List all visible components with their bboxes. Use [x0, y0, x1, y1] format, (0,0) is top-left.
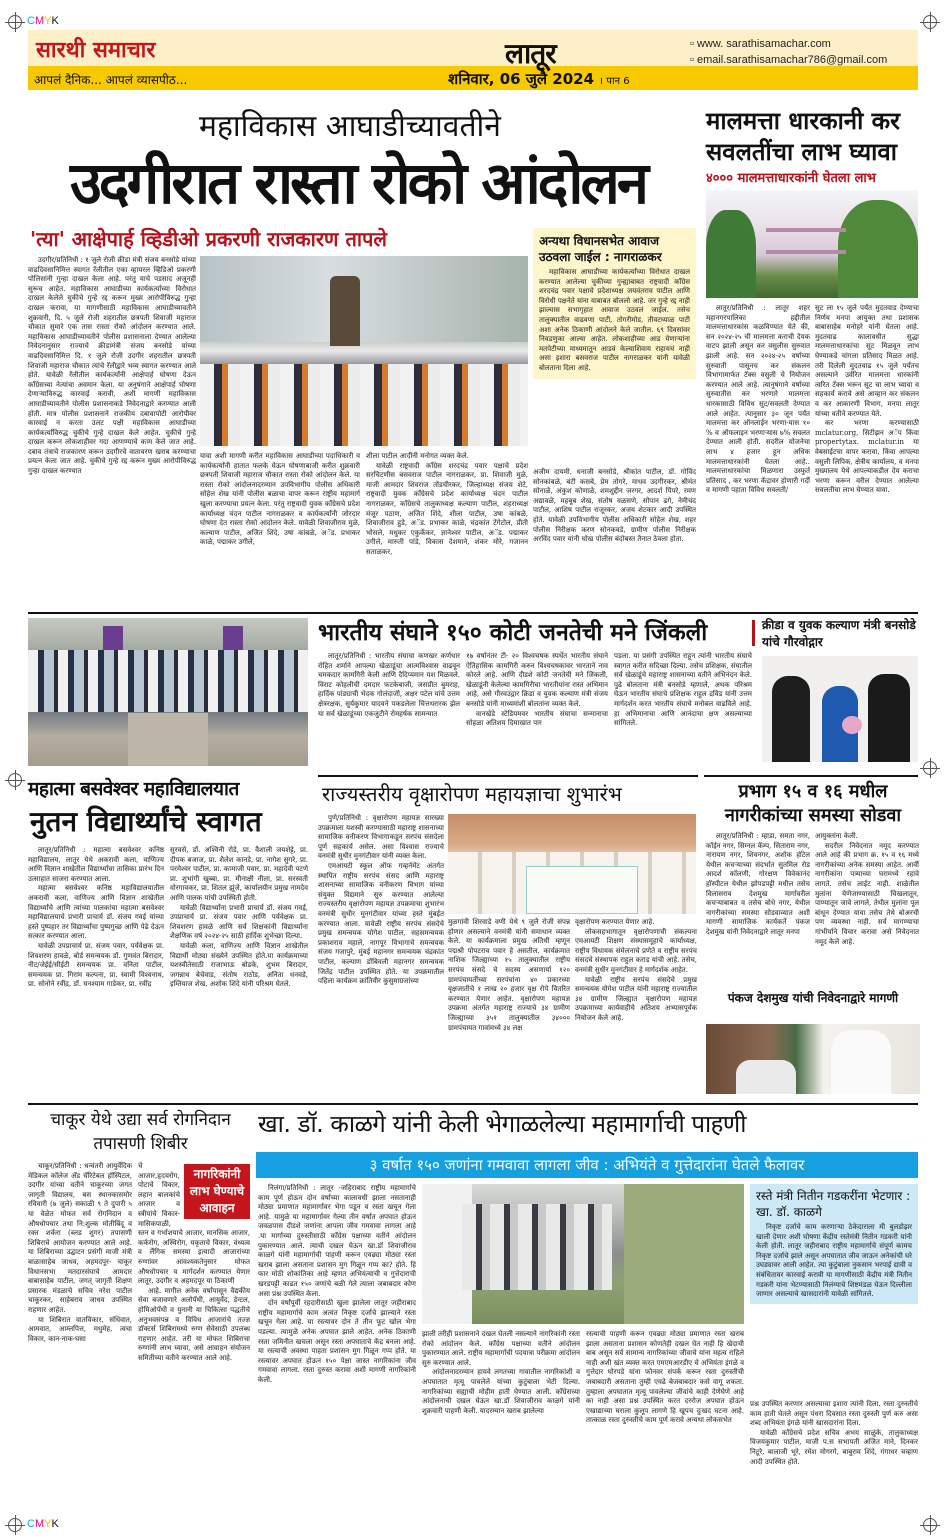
- ward-headline: प्रभाग १५ व १६ मधील नागरीकांच्या समस्या सोडवा: [724, 781, 902, 826]
- tree-headline: राज्यस्तरीय वृक्षारोपण महायज्ञाचा शुभारंभ: [322, 782, 622, 806]
- ward-column-1: लातूर/प्रतिनिधी : म्हाडा, समता नगर, कॉईन नगर, सिग्नल कॅम्प, सिताराम नगर, नारायण नगर, शिवनगर, अशोक हॉटेल येथील कचऱ्याच्या संदर्भात सुतमिल रोड आदर्श कॉलणी, गोरक्षण विवेकानंद हॉस्पीटल येथील झोपडपट्टी मधील तसेच विलासराव देशमुख मार्गावरील कचऱ्याबाबत व तसेच बोधे नगर, येथील नागरीकांच्या समस्या सोडवाव्यात अशी मागणी सामाजिक कार्यकर्ते पंकज देशमुख यांनी निवेदनाद्वारे लातूर मनपा: [706, 832, 810, 936]
- contact-info: [690, 36, 887, 68]
- cricket-column-3: पडला. या प्रसंगी उपस्थित राहून त्यांनी भारतीय संघाचे स्वागत करीत सदिच्छा दिल्या. तसेच प्रशिक्षक, संघातील सर्व खेळाडूंचे महाराष्ट्र शासनाच्या वतीने अभिनंदन केले. पुढे बोलताना मंत्री बनसोडे म्हणाले, अथक परिश्रम घेऊन भारतीय संघाचे प्रशिक्षक राहुल द्रविड यांनी उत्तम मार्गदर्शन करत भारतीय संघाचे मनोबल वाढविले आहे. हा अभिमानाचा आणि आनंदाचा क्षण असल्याच्या सांगितले.: [614, 652, 752, 728]
- cricket-col2b: वानखेडे स्टेडियमवर भारतीय संघाचा सन्मानाचा सोहळा अतिशय दिमाखात पार: [466, 709, 608, 728]
- sidebox-title: अन्यथा विधानसभेत आवाज उठवला जाईल : नागराळकर: [539, 234, 662, 264]
- ward-column-2: आयुक्तांना केली. सदरील निवेदनात नमूद करण्यात आले आहे की प्रभाग क्र. १५ व १६ मध्ये नागरीकांच्या अनेक समस्या आहेत. आर्वी नागरीकांना पत्र्याच्या घरामध्ये रहावे लागते. तसेच लाईट नाही. शाळेतील मुलांना येणेजाण्यासाठी चिखलातून, पाण्यातून जावे लागले, तेथील मुलांना पूल बांधून देण्यात यावा तसेच तेथे बोअरची पण व्यवस्था नाही. सर्व मागण्याचा गांभीर्याने विचार करावा असे निवेदनात नमूद केले आहे.: [815, 832, 919, 946]
- highway-sidebox: रस्ते मंत्री नितीन गडकरींना भेटणार : खा. डॉ. काळगे निकृष्ट दर्जाचे काम करणाऱ्या ठेकेदाराला मी बुलडोझर खाली देणार अशी घोषणा केंद्रीय रस्तेमंत्री नितीन गडकरी यांनी केली होती. लातूर जहीराबाद राष्ट्रीय महामार्गाचे संपूर्ण कामच निकृष्ट दर्जाचे झाले असून अपघातात जीव जाऊन अनेकांची घरे उघड्यावर आली आहेत. त्या कुटुंबाला नुकसान भरपाई द्यावी व संबंधितावर कारवाई करावी या मागणीसाठी केंद्रीय मंत्री नितीन गडकरी यांना भेटण्यासाठी निलंग्याचे शिष्टमंडळ घेऊन दिल्लीला जाणार असल्याचे खासदारांनी यावेळी सांगितले.: [750, 1184, 918, 1304]
- sidebox-title: रस्ते मंत्री नितीन गडकरींना भेटणार : खा. डॉ. काळगे: [756, 1189, 911, 1219]
- registration-mark-icon: [8, 773, 22, 787]
- highway-banner: ३ वर्षात १५० जणांना गमवावा लागला जीव : अभियंते व गुत्तेदारांना घेतले फैलावर: [256, 1152, 918, 1178]
- property-headline: मालमत्ता धारकानी कर सवलतींचा लाभ घ्यावा: [706, 107, 900, 166]
- tree-launch-photo: [448, 814, 696, 914]
- lead-column-3: शीला पाटील आदींनी मनोगत व्यक्त केले. यावेळी राष्ट्रवादी काँग्रेस शरदचंद्र पवार पक्षाचे प्रदेश सरचिटणीस बसवराज पाटील नागराळकर, प्रा. शिवाजी मुळे, माजी आमदार शिवराज तोंडचीरकर, जिल्हाध्यक्ष संजय शेटे, राष्ट्रवादी युवक काँग्रेसचे प्रदेश कार्याध्यक्ष चंदन पाटील नागराळकर, काँग्रेसचे तालुकाध्यक्ष कल्याण पाटील, शहराध्यक्ष मंजूर पठाण, अजित शिंदे, शीला पाटील, उषा कांबळे, शिवाजीराव हुडे, अॅड. प्रभाकर काळे, चंद्रकांत टेंगेटोल, प्रीती भोसले, मधुकर एकुर्केकर, ज्ञानेश्वर पाटील, अॅड. पद्माकर उगीले, मारुती पांडे, विकास देशमाने, शंकर मोरे, गजानन सताळकर,: [366, 452, 528, 556]
- cmyk-mark: CMYK: [27, 15, 59, 27]
- ward-memorandum-photo: [706, 1024, 920, 1094]
- highway-headline: खा. डॉ. काळगे यांनी केली भेगाळलेल्या महामार्गाची पाहणी: [258, 1110, 746, 1138]
- minister-rohit-photo: [762, 656, 918, 762]
- college-column-1: लातूर/प्रतिनिधी : महात्मा बसवेश्वर कनिष्ठ महाविद्यालय, लातूर येथे अकरावी कला, वाणिज्य आणि विज्ञान शाखेतील विद्यार्थ्यांचा तासिका प्रारंभ दिन उत्साहात साजरा करण्यात आला. महात्मा बसवेश्वर कनिष्ठ महाविद्यालयातील अकरावी कला, वाणिज्य आणि विज्ञान शाखेतील विद्यार्थ्यांचे आणि त्यांच्या पालकांचा महात्मा बसवेश्वर महाविद्यालयाचे प्रभारी प्राचार्य डॉ. संजय गवई यांच्या हस्ते पुष्पहार तर विद्यार्थ्यांचा पुष्पगुच्छ आणि पेढे देऊन सत्कार करण्यात आला. यावेळी उपप्राचार्य प्रा. संजय पवार, पर्यवेक्षक प्रा. शिवशरण हावळे, बोर्ड समन्वयक डॉ. गुणवंत बिरादार, नीट/जेईई/सीईटी समन्वयक प्रा. वनिता पाटील, समन्वयक प्रा. गिराम कल्पना, प्रा. स्वामी विश्वनाथ, प्रा. सोनोने रवींद्र, डॉ. घनश्याम गाडेकर, प्रा. रवींद्र: [28, 846, 164, 989]
- college-headline-2: नुतन विद्यार्थ्यांचे स्वागत: [30, 805, 262, 838]
- registration-mark-icon: [923, 15, 937, 29]
- cmyk-mark: CMYK: [27, 1518, 59, 1530]
- edition-city: लातूर: [505, 37, 556, 70]
- registration-mark-icon: [923, 1518, 937, 1532]
- college-column-2: सुरवसे, डॉ. अश्विनी रोडे, प्रा. वैशाली जयशेट्टे, प्रा. दीपक बजाज, प्रा. शैलेश कानडे, प्रा. नागेश सुगरे, प्रा. परमेश्वर पाटील, प्रा. कामाजी पवार, प्रा. महादेवी पटणे प्रा. शुभांगी खुब्बा, प्रा. मीनाक्षी नीला, प्रा. सरस्वती वोरगावकर, प्रा. शितल झुंजे, कार्यालयीन प्रमुख नामदेव आणि पालक यांची उपस्थिती होती. यावेळी विद्यार्थ्यांना प्रभारी प्राचार्य डॉ. संजय गवई, उपप्राचार्य प्रा. संजय पवार आणि पर्यवेक्षक प्रा. शिवशरण हावळे आणि सर्व शिक्षकांनी विद्यार्थ्यांना शैक्षणिक वर्ष २०२४-२५ साठी हार्दिक शुभेच्छा दिल्या. यावेळी कला, वाणिज्य आणि विज्ञान शाखेतील विद्यार्थी मोठ्या संख्येने उपस्थित होते.या कार्यक्रमाच्या यशस्वीतेसाठी राजाभाऊ बोडके, शुभम बिरादार, जगन्नाथ बेचेवाड, संतोष राठोड, अनिता धनवडे, इम्तियाज शेख, अशोक शिंदे यांनी परिश्रम घेतले.: [170, 846, 308, 989]
- tree-column-1: पुणे/प्रतिनिधी : वृक्षारोपण महायज्ञ सारख्या उपक्रमाला यशस्वी करण्यासाठी महाराष्ट्र शासनाच्या सामाजिक वनीकरण विभागाकडून सरपंच संसदेला पूर्ण सहकार्य असेल. असा विश्वास राज्याचे वनमंत्री सुधीर मुनगंटीवार यांनी व्यक्त केला. एमआयटी स्कूल ऑफ गव्हर्नमेंट अंतर्गत स्थापित राष्ट्रीय सरपंच संसद आणि महाराष्ट्र शासनाच्या सामाजिक वनीकरण विभाग यांच्या संयुक्त विद्यमाने सुरु करण्यात आलेल्या राज्यस्तरीय वृक्षारोपण महायज्ञ उपक्रमाचा शुभारंभ वनमंत्री सुधीर मुनगंटीवार यांच्या हस्ते मुंबईत करण्यात आला. यावेळी राष्ट्रीय सरपंच संसदेचे प्रमुख समन्वयक योगेश पाटील, सहसमन्वयक प्रकाशराव महाले, नागपूर विभागाचे समन्वयक संजय गजापुरे, मुंबई महानगर समन्वयक चंद्रकांत पाटील, कल्याण डोंबिवली महानगर समन्वयक जितेंद्र पाटील उपस्थित होते. या उपक्रमातील पहिला कार्यक्रम क्रांतिवीर कुसुमाग्रजांच्या: [318, 814, 444, 986]
- lead-column-4: अजीम दायमी, धनाजी बनसोडे, श्रीकांत पाटील, डॉ. गोविंद सोनकांबळे, बंटी कसबे, प्रेम तोगरे, माधव उदगीरकर, श्रीमंत सोनाळे, अंकुश कोणाळे, शमशुद्दीन जरगर, आदर्श पिंपरे, रमण अद्यावळे, महबूब शेख, संतोष वळसणे, सोपान ढगे, नेमीचंद पाटील, आशिष पाटील राजूरकर, अजय शेटकार आदी उपस्थित होते. यावेळी उपविभागीय पोलीस अधिकारी सोहेल शेख, शहर पोलीस निरीक्षक करण सोनकवडे, ग्रामीण पोलीस निरीक्षक अरविंद पवार यांनी चोख पोलीस बंदोबस्त तैनात ठेवला होता.: [533, 468, 696, 544]
- tagline: आपलं दैनिक... आपलं व्यासपीठ...: [34, 73, 188, 87]
- property-column-1: लातूर/प्रतिनिधी : लातूर शहर महानगरपालिका हद्दीतील मालमत्ताधारकांस कळविण्यात येते की, सन २०२४-२५ ची मालमत्ता कराची देयक वाटप झाली असून कर वसुलीस सुरुवात झाली आहे. सन २०२४-२५ वर्षाच्या सुरुवाती पासूनच कर संकलन विभागामार्फत टॅक्स वसुली चे नियोजन करण्यात आले आहे. त्यानुषंगाने वर्षाच्या सुरुवातीस कर भरणारे मालमत्ता धारकासाठी विविध सुट/सवलती देण्यात आले आहेत. त्यानुसार ३० जून पर्यंत मालमत्ता कर ऑनलाईन भरणा-यास १० % व ऑफलाइन भरणाऱ्यास ७% सवलत देण्यात आली होती. सदरील योजनेचा लाभ ४ हजार हून अधिक मालमत्ताधारकांनी घेतला आहे.. मालमत्ताधारकांचा मिळणारा उस्फुर्त प्रतिसाद , कर भरणा केंद्रावर होणारी गर्दी व मागणी पहाता विविध सवलती/: [706, 304, 810, 495]
- lead-sidebox: अन्यथा विधानसभेत आवाज उठवला जाईल : नागराळकर महाविकास आघाडीच्या कार्यकर्त्यांच्या विरोधात दाखल करण्यात आलेल्या चुकीच्या गुन्ह्याबाबत राष्ट्रवादी काँग्रेस शरदचंद्र पवार पक्षाचे प्रदेशाध्यक्ष जयवंतराव पाटील आणि विरोधी पक्षनेते यांना याबाबत बोललो आहे. जर गुन्हे रद्द नाही झाल्यास सभागृहात आवाज उठवलं जाईल. तसेच तालुक्यातील वाढवणा पाटी, तोगरीमोड, तीवटघ्याळ पाटी अशा अनेक ठिकाणी आंदोलने केले जातील. ६९ दिवसांवर निवडणुका आल्या आहेत. लोकशाहीच्या आड येणाऱ्यांना मतपेटीच्या माध्यमातून आडवं केल्याशिवाय राहायचं नाही असा इशारा बसवराज पाटील नागराळकर यांनी यावेळी बोलताना दिला आहे.: [533, 228, 696, 379]
- camp-column-1: चाकूर/प्रतिनिधी : धन्वंतरी आयुर्वेदिक मेडिकल कॉलेज अँड चॅरिटेबल हॉस्पिटल, उदगीर यांच्या वतीने चाकूरच्या जगत जागृती विद्यालय, बस स्थानकासमोर रविवारी (७ जुले) सकाळी ९ ते दुपारी ५ या वेळेत मोफत सर्व रोगनिदान व औषधोपचार तथा नि:शुल्क मोतीबिंदू व रक्त शर्करा (ब्लड शुगर) तपासणी शिबिराचे आयोजन करण्यात आले आहे. या शिबिराच्या उद्घाटन प्रसंगी माजी मंत्री बाळासाहेब जाधव, अहमदपूर- चाकूर विधानसभा मतदारसंघाचे आमदार बाबासाहेब पाटील, जगत् जागृती शिक्षण प्रसारक मंडळाचे सचिव नरेश पाटील चाकूरकर, साहेबराव जाधव उपस्थित राहणार आहेत. या शिबिरात वातविकार, संधिवात, आमवात, आम्लपित्त, मधुमेह, त्वचा विकार, कान-नाक-घसा: [28, 1162, 132, 1343]
- lead-kicker: महाविकास आघाडीच्यावतीने: [199, 109, 501, 144]
- camp-headline: चाकूर येथे उद्या सर्व रोगनिदान तपासणी शिबीर: [50, 1110, 231, 1154]
- highway-inspection-photo: [422, 1184, 744, 1324]
- accent-bar: [752, 620, 755, 646]
- camp-callout-box: नागरिकांनी लाभ घेण्याचे आवाहन: [184, 1164, 250, 1219]
- cricket-side-headline: क्रीडा व युवक कल्याण मंत्री बनसोडे यांचे गौरवोद्गार: [762, 618, 916, 649]
- newspaper-logo: सारथी समाचार: [36, 38, 156, 63]
- email-link[interactable]: ▫ email.sarathisamachar786@gmail.com: [690, 54, 887, 66]
- highway-column-1: निलंगा/प्रतिनिधी : लातूर -जहिराबाद राष्ट्रीय महामार्गाचे काम पूर्ण होऊन दोन वर्षाच्या कालावधी झाला नसतानाही मोठ्या प्रमाणात महामार्गावर भेगा पडून व रस्ता खचून गेला आहे. यामुळे या महामार्गावर गेल्या तीन वर्षात अपघात होऊन जवळपास दीडशे जणांना आपला जीव गमवावा लागला आहे .या मार्गाच्या दुरुस्तीसाठी कॉंग्रेस पक्षाच्या वतीने आंदोलन पुकारण्यात आले. त्याची दखल घेऊन खा.डॉ शिवाजीराव काळगे यांनी महामार्गाची पाहणी करून एवढ्या मोठ्या रस्ता खराब झाला असताना प्रशासन मुग गिळून गप्प का? होते. हि फार मोठी शोकांतिका आहे म्हणत अभियंत्याची व गुत्तेदाराची खरडपट्टी काढत १५० जणांचे बळी गेले त्याला जबाबदार कोण असा प्रश्न उपस्थित केला. दोन वर्षांपूर्वी रहदारीसाठी खुला झालेला लातूर जहीराबाद राष्ट्रीय महामार्गाचे काम अत्यंत निकृष्ट दर्जाचे झाल्याने रस्ता खचून गेला आहे. या रस्त्यावर दोन ते तीन फूट खोल भेगा पडल्या. त्यामुळे अनेक अपघात झाले आहेत. अनेक ठिकाणी रस्ता जमिनीत खचला असून रस्ता अपघाताचे केंद्र बनला आहे. या रस्त्याची अवस्था पाहता प्रशासन मुग गिळून गप्प होते. या रस्त्यावर अपघात होऊन १५० पेक्षा जास्त नागरिकांना जीव गमवावा लागला. रस्ता दुरुस्त करावा अशी मागणी नागरिकांनी केली.: [258, 1184, 416, 1384]
- camp-column-2: नागरिकांनी लाभ घेण्याचे आवाहन चे आजार,हृदयरोग, पोटाचे विकार, लहान बालकांचे आजार व स्त्रीयांचे विकार- मासिकपाळी, स्तन व गर्भाशयाचे आजार, मानसिक आजार, कर्करोग, अस्थिरोग, यकृताचे विकार, वंध्यत्व व लैंगिक समस्या इत्यादी आजारांच्या रुग्णांवर आवश्यकतेनुसार मोफत औषधोपचार व मार्गदर्शन करण्यात येणार लातूर, उदगीर व अहमदपूर या ठिकाणी आहे. मागील अनेक वर्षांपासून वैद्यकीय सेवा बजावणारे अलोपॅथी, आयुर्वेद, डेन्टल, होमिओपॅथी व युनानी या चिकित्सा पद्धतीचे अनुभवसंपन्न व विविध आजारांचे तज्ज्ञ डॉक्टर्स शिबिरामध्ये रुग्ण सेवेसाठी उपलब्ध राहणार आहेत. तरी या मोफत शिबिराचा रुग्णांनी लाभ घ्यावा, असे आवाहन संयोजन समितीच्या वतीने करण्यात आले आहे.: [138, 1162, 250, 1362]
- cricket-column-1: लातूर/प्रतिनिधी : भारतीय संघाचा कणखर कर्णधार रोहित शर्माने आपल्या खेळाडूंचा आत्मविश्वास वाढवून चमकदार कामगिरी केली आणि दैदिप्यमान यश मिळवले. विराट कोहलीची दमदार फटकेबाजी, जसप्रीत बुमराह, हार्दिक पांड्याची भेदक गोलंदाजी, अक्षर पटेल यांचे उत्तम क्षेत्ररक्षक, सुर्यकुमार यादवने पकडलेला चित्तथरारक झेल या सर्व खेळाडूंच्या एकजुटीने रोमहर्षक सामन्यात: [318, 652, 460, 718]
- lead-subhead: 'त्या' आक्षेपार्ह व्हिडीओ प्रकरणी राजकारण तापले: [30, 227, 387, 251]
- cricket-headline: भारतीय संघाने १५० कोटी जनतेची मने जिंकली: [318, 620, 708, 646]
- dateline: शनिवार, 06 जुलै 2024 । पान 6: [448, 70, 630, 88]
- registration-mark-icon: [8, 1518, 22, 1532]
- cricket-column-2: १७ वर्षानंतर टी- २० विश्वचषक स्पर्धेत भारतीय संघाने ऐतिहासिक कामगिरी करुन विश्वचषकावर भारताने नाव कोरले आहे. आणि दीडशे कोटी जनतेची मने जिंकली, खेळाडूंनी केलेल्या कामगिरीचा भारतीयांना रास्त अभिमान आहे, असे गौरवउद्गार क्रिडा व युवक कल्याण मंत्री संजय बनसोडे यांनी माध्यमांशी बोलतांना व्यक्त केले. वानखेडे स्टेडियमवर भारतीय संघाचा सन्मानाचा सोहळा अतिशय दिमाखात पार: [466, 652, 608, 728]
- college-welcome-photo: [28, 618, 308, 766]
- registration-mark-icon: [923, 761, 937, 775]
- highway-column-4: प्रश्न उपस्थित करणार असल्याचा इशारा त्यांनी दिला. रस्ता दुरुस्तीचे काम हाती घेतले असून पंधरा दिवसात रस्ता दुरुस्ती पुर्ण करु असा शब्द अभियंता इंगळे यांनी खासदारांना दिला. यावेळी काँग्रेसचे प्रदेश सचिव अभय साळुंके, तालुकाध्यक्ष विजयकुमार पाटील, माजी प.स सभापती अजित माने, दिनकर निटूरे, बालाजी भूरे, रमेश मोगरगे, बाबुराव शिंदे, गंगाधर चव्हाण आदी उपस्थित होते.: [750, 1400, 918, 1466]
- college-headline-1: महात्मा बसवेश्वर महाविद्यालयात: [28, 778, 239, 800]
- lead-column-2: यावा अशी मागणी करीत महाविकास आघाडीच्या पदाधिकारी व कार्यकर्त्यांनी हातात फलके घेऊन घोषणाबाजी करीत शुक्रवारी छत्रपती शिवाजी महाराज चौकात रास्ता रोको आंदोलन केले. या रास्ता रोको आंदोलनादरम्यान उपविभागीय पोलीस अधिकारी सोहेल शेख यांनी पोलीस बळाचा वापर करून राष्ट्रीय महामार्ग खुला करण्याचा प्रयत्न केला. परंतु राष्ट्रवादी युवक काँग्रेसचे प्रदेश कार्याध्यक्ष चंदन पाटील नागराळकर व कार्यकर्त्यांनी जोरदार घोषणा देत रास्ता रोको आंदोलन केले. यावेळी शिवाजीराव मुळे, कल्याण पाटील, अजित शिंदे, उषा कांबळे, अॅड. प्रभाकर काळे, पद्माकर उगीले,: [200, 452, 360, 547]
- section-divider: [28, 1103, 918, 1105]
- property-subhead: ४००० मालमत्ताधारकांनी घेतला लाभ: [706, 171, 876, 186]
- tree-column-2: मुळगांवी शिरवाडे वणी येथे ९ जुलै रोजी संपन्न होणार असल्याने वनमंत्री यांनी समाधान व्यक्त केले. या कार्यक्रमाला प्रमुख अतिथी म्हणून पद्मश्री पोपटराव पवार हे असतील. कार्यक्रमात नाशिक जिल्ह्याच्या १५ तालुक्यातील राष्ट्रीय सरपंच संसदे चे सदस्य असणार्या १२० ग्रामपंचायतींच्या सरपंचांना ४० प्रकारच्या वृक्षजातीचे १ लाख २० हजार वृक्ष रोपे वितरित करण्यात येणार आहेत. वृक्षारोपण महायज्ञ उपक्रमा अंतर्गत महाराष्ट्र राज्याचे ३४ ग्रामीण जिल्ह्याच्या ३५१ तालुक्यातील ३४००० ग्रामपंचायत गावांमध्ये ३४ लक्ष: [448, 918, 570, 1032]
- ward-photo-caption: पंकज देशमुख यांची निवेदनाद्वारे मागणी: [706, 990, 920, 1006]
- section-divider: [318, 775, 698, 777]
- highway-column-2: झाली तरीही प्रशासनाने दखल घेतली नसल्याने नागरिकांनी रस्ता रोको आंदोलन केले. काँग्रेस पक्षाच्या वतीने आंदोलन पुकारण्यात आले. राष्ट्रीय महामार्गाची पदयात्रा परीक्रमा आंदोलन सुरु करण्यात आले. आंदोलनादरम्यान हायवे लगतच्या गावातील नागरिकांशी व अपघातात मृत्यू पावलेले यांच्या कुटुंबाला भेटी दिल्या. नागरिकांच्या सह्याची मोहीम हाती घेण्यात आली. काँग्रेसच्या आंदोलनाची दखल घेऊन खा.डॉ शिवाजीराव काळगे यांनी शुक्रवारी पाहणी केली. यादरम्यान खराब झालेल्या: [422, 1330, 580, 1415]
- property-column-2: सुट ला १५ जुले पर्यंत मुदतवाड देण्याचा निर्णय मनपा आयुक्त तथा प्रशासक बाबासाहेब मनोहरे यांनी घेतला आहे. मुदतवाढ कालावधीत सुद्धा मालमत्ताधारकांचा सूट मिळवून लाभ घेण्याकडे चांगला प्रतिसाद मिळत आहे. तरी दिलेली मुदतवाढ १५ जुले पर्यंतच असल्याने उर्वरित मालमत्ता धारकांनी त्वरित टॅक्स भरून सूट चा लाभ घ्यावा व सहकार्य करावे असे आव्हान कर संकलन व कर आकारणी विभाग, मनपा लातूर यांच्या वतीने करण्यात येते. कर भरणा करण्यासाठी mclatur.org, सिटीझन अॅप किंवा propertytax. mclatur.in या वेबसाईटचा वापर करावा. किंवा आपल्या वसुली लिपिक, क्षेत्रीय कार्यालय, व मनपा मुख्यालय येथे आपल्याकडील देय कराचा भरणा करून वरील देण्यात आलेल्या सवलतीचा लाभ घेण्यात यावा.: [815, 304, 919, 495]
- section-divider: [704, 775, 918, 777]
- lead-column-1: उदगीर/प्रतिनिधी : १ जुले रोजी क्रीडा मंत्री संजय बनसोडे यांच्या वाढदिवसानिमित्त स्वागत रॅलीतील एका व्हायरल व्हिडिओ प्रकरणी पोलिसांनी गुन्हा दाखल केला आहे. परंतु याचे पडसाद अजूनही सुरूच आहेत. महाविकास आघाडीच्या कार्यकर्त्यांच्या विरोधात दाखल केलेले चुकीचे गुन्हे रद्द करून मुख्य आरोपीविरुद्ध गुन्हा दाखल करावा, या मागणीसाठी महाविकास आघाडीच्यावतीने शुक्रवारी, दि. ५ जुले रोजी शहरातील छत्रपती शिवाजी महाराज चौकात सुमारे एक तास रास्ता रोको आंदोलन करण्यात आले. महाविकास आघाडीच्यावतीने पोलीस प्रशासनाला देण्यात आलेल्या निवेदनानुसार राज्याचे क्रीडामंत्री संजय बनसोडे यांच्या वाढदिवसानिमित्त दि. १ जुले रोजी उदगीर शहरातील छत्रपती शिवाजी महाराज चौकात त्यांचे रॅलीद्वारे भव्य स्वागत करण्यात आले होते. यावेळी रॅलीतील कार्यकर्त्यांनी आक्षेपार्ह घोषणा देऊन काँग्रेसच्या नेत्यांचा अवमान केला. या अनुषंगाने आक्षेपार्ह घोषणा देणाऱ्याविरुद्ध कारवाई करावी, अशी मागणी महाविकास आघाडीच्यावतीने पोलीस प्रशासनाकडे निवेदनाद्वारे करण्यात आली होती. मात्र पोलीस प्रशासनाने राजकीय दबावापोटी आरोपीवर कारवाई न करता उलट पक्षी महाविकास आघाडीच्या कार्यकर्त्यांविरुद्ध चुकीचे गुन्हे दाखल केले आहेत. चुकीचे गुन्हे दाखल करून लोकशाहीवर गदा आणण्याचे काम केले जात आहे. दबाव तंत्राचे राजकारण करून उदगीरचे वातावरण खराब करण्याचा प्रयत्न केला जात आहे. चुकीचे गुन्हे रद्द करून मुख्य आरोपीविरुद्ध गुन्हा दाखल करण्यात: [28, 256, 196, 476]
- registration-mark-icon: [8, 15, 22, 29]
- highway-column-3: रस्त्याची पाहणी करून एवढ्या मोठ्या प्रमाणात रस्ता खराब झाला असताना प्रशासन कोणतेही दखल घेत नाही हि खेदाची बाब असून सर्व सामान्य नागरिकांच्या जीवाचे यांना महत्व राहिले नाही अशी खंत व्यक्त करत एमएमआरडीए चे अभियंता इंगळे व गुत्तेदार घोरपडे यांना फोनवर संपर्क करून रस्ता दुरुस्तीची जबाबदारी असताना तुम्ही एवढे बेजबाबदार कसे वागू शकता. तुम्हाला अपघातात मृत्यू पावलेल्या जीवांचे काही देणेघेणे आहे का नाही असा प्रश्न उपस्थित करत दररोज अपघात होऊन एखाद्याच्या घराला कुलूप लागणे हि खूपच दुःखद घटना आहे. तात्काळ रस्ता दुरुस्तीचे काम पूर्ण करावे अन्यथा लोकसभेत: [586, 1330, 744, 1425]
- website-link[interactable]: ▫ www. sarathisamachar.com: [690, 38, 831, 50]
- lead-protest-photo: [200, 256, 528, 446]
- section-divider: [28, 612, 918, 614]
- lead-headline: उदगीरात रास्ता रोको आंदोलन: [70, 149, 646, 217]
- tree-column-3: वृक्षारोपण करण्यात येणार आहे. लोकसहभागातून वृक्षारोपणाची संकल्पना एमआयटी शिक्षण संस्थासमूहाचे कार्याध्यक्ष, राष्ट्रीय विधायक संमेलनाचे प्रणेते व राष्ट्रीय सरपंच संसदचे संस्थापक राहुल कराड यांची आहे. तसेच, वनमंत्री सुधीर मुनगंटीवार हे मार्गदर्शक आहेत. यावेळी राष्ट्रीय सरपंच संसदेचे प्रमुख समन्वयक योगेश पाटील यांनी महाराष्ट्र राज्यातील ३४ ग्रामीण जिल्ह्यात वृक्षारोपण महायज्ञ उपक्रमाच्या कार्यवाहीचे अतिशय अभ्यासपूर्वक नियोजन केले आहे.: [575, 918, 697, 1022]
- municipal-building-photo: [706, 190, 918, 298]
